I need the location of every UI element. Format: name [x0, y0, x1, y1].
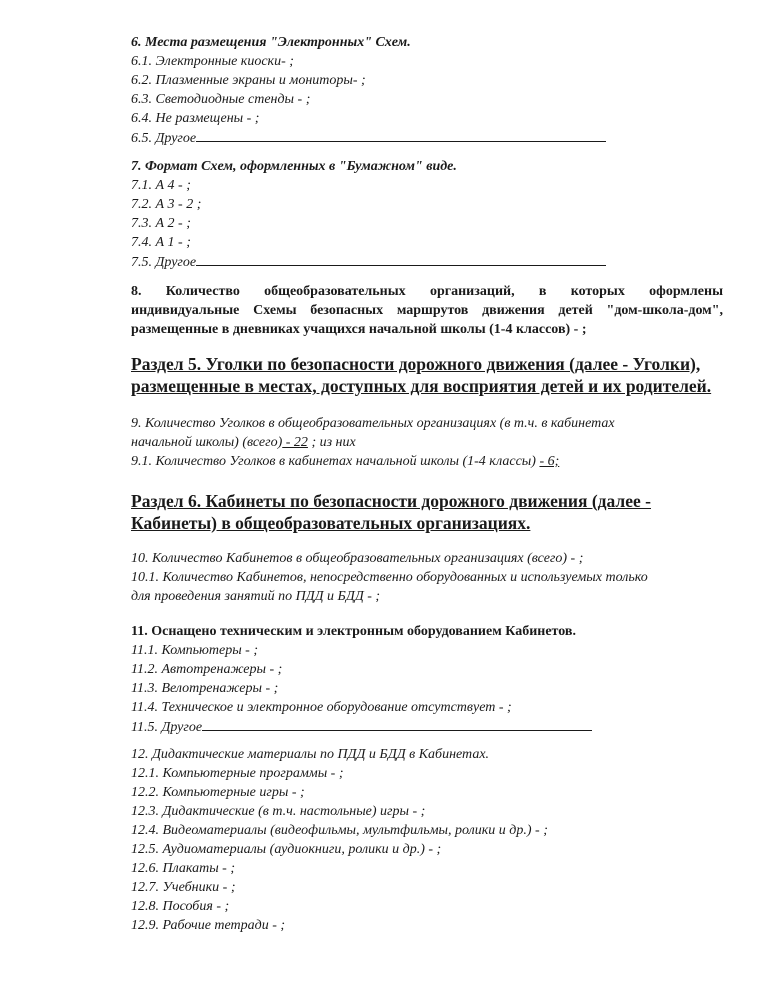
- list-item: 11.3. Велотренажеры - ;: [131, 681, 279, 696]
- section-7: [131, 157, 773, 272]
- section-10: [131, 549, 773, 606]
- list-item: 12.5. Аудиоматериалы (аудиокниги, ролики и др.) - ;: [131, 842, 442, 857]
- list-item: 6.1. Электронные киоски- ;: [131, 54, 294, 69]
- list-item: 7.2. А 3 - 2 ;: [131, 197, 202, 212]
- section-11: [131, 622, 773, 737]
- list-item: 12.7. Учебники - ;: [131, 880, 236, 895]
- other-label: 7.5. Другое: [131, 255, 197, 270]
- other-label: 6.5. Другое: [131, 131, 197, 146]
- section-7-title: 7. Формат Схем, оформленных в "Бумажном" виде.: [131, 159, 457, 174]
- item-9-1-line: [131, 452, 773, 471]
- list-item: 7.4. А 1 - ;: [131, 235, 191, 250]
- list-item: 12.2. Компьютерные игры - ;: [131, 785, 305, 800]
- list-item-other: [131, 717, 773, 737]
- item-9-value: - 22: [282, 435, 308, 450]
- list-item: 12.6. Плакаты - ;: [131, 861, 236, 876]
- item-9-line: 9. Количество Уголков в общеобразовательных организациях (в т.ч. в кабинетах: [131, 416, 615, 431]
- other-label: 11.5. Другое: [131, 720, 203, 735]
- list-item: 11.2. Автотренажеры - ;: [131, 662, 283, 677]
- section-12: [131, 745, 773, 935]
- paragraph-8-line: размещенные в дневниках учащихся начальной школы (1-4 классов) - ;: [131, 322, 587, 337]
- list-item: 6.2. Плазменные экраны и мониторы- ;: [131, 73, 366, 88]
- list-item: 7.1. А 4 - ;: [131, 178, 191, 193]
- list-item: 6.4. Не размещены - ;: [131, 111, 260, 126]
- section-6-title: 6. Места размещения "Электронных" Схем.: [131, 35, 411, 50]
- section-6-heading: [131, 490, 733, 534]
- fill-line: [196, 252, 606, 266]
- item-10-1-line: для проведения занятий по ПДД и БДД - ;: [131, 589, 381, 604]
- heading-line: Раздел 6. Кабинеты по безопасности дорожного движения (далее -: [131, 491, 651, 511]
- section-12-title: 12. Дидактические материалы по ПДД и БДД в Кабинетах.: [131, 747, 490, 762]
- fill-line: [196, 128, 606, 142]
- fill-line: [202, 717, 592, 731]
- paragraph-8: [131, 282, 723, 339]
- item-9-1-label: 9.1. Количество Уголков в кабинетах начальной школы (1-4 классы): [131, 454, 540, 469]
- list-item: 12.3. Дидактические (в т.ч. настольные) игры - ;: [131, 804, 426, 819]
- heading-line: Кабинеты) в общеобразовательных организациях.: [131, 513, 531, 533]
- item-10-line: 10. Количество Кабинетов в общеобразовательных организациях (всего) - ;: [131, 551, 584, 566]
- list-item: 12.8. Пособия - ;: [131, 899, 230, 914]
- list-item: 11.1. Компьютеры - ;: [131, 643, 258, 658]
- list-item: 6.3. Светодиодные стенды - ;: [131, 92, 311, 107]
- heading-line: Раздел 5. Уголки по безопасности дорожного движения (далее - Уголки),: [131, 354, 701, 374]
- list-item: 12.4. Видеоматериалы (видеофильмы, мультфильмы, ролики и др.) - ;: [131, 823, 548, 838]
- item-9-1-value: - 6;: [539, 454, 560, 469]
- paragraph-8-line: индивидуальные Схемы безопасных маршрутов движения детей "дом-школа-дом",: [131, 303, 723, 318]
- list-item-other: [131, 128, 773, 148]
- list-item: 7.3. А 2 - ;: [131, 216, 191, 231]
- section-5-heading: [131, 353, 733, 397]
- section-6: [131, 33, 773, 148]
- section-9: [131, 414, 773, 471]
- heading-line: размещенные в местах, доступных для восприятия детей и их родителей.: [131, 376, 712, 396]
- list-item-other: [131, 252, 773, 272]
- paragraph-8-line: 8. Количество общеобразовательных организаций, в которых оформлены: [131, 284, 723, 299]
- item-9-line: [131, 433, 773, 452]
- item-9-label: начальной школы) (всего): [131, 435, 283, 450]
- item-9-suffix: ; из них: [307, 435, 356, 450]
- section-11-title: 11. Оснащено техническим и электронным оборудованием Кабинетов.: [131, 624, 576, 639]
- item-10-1-line: 10.1. Количество Кабинетов, непосредственно оборудованных и используемых только: [131, 570, 648, 585]
- list-item: 12.1. Компьютерные программы - ;: [131, 766, 344, 781]
- list-item: 11.4. Техническое и электронное оборудование отсутствует - ;: [131, 700, 512, 715]
- list-item: 12.9. Рабочие тетради - ;: [131, 918, 286, 933]
